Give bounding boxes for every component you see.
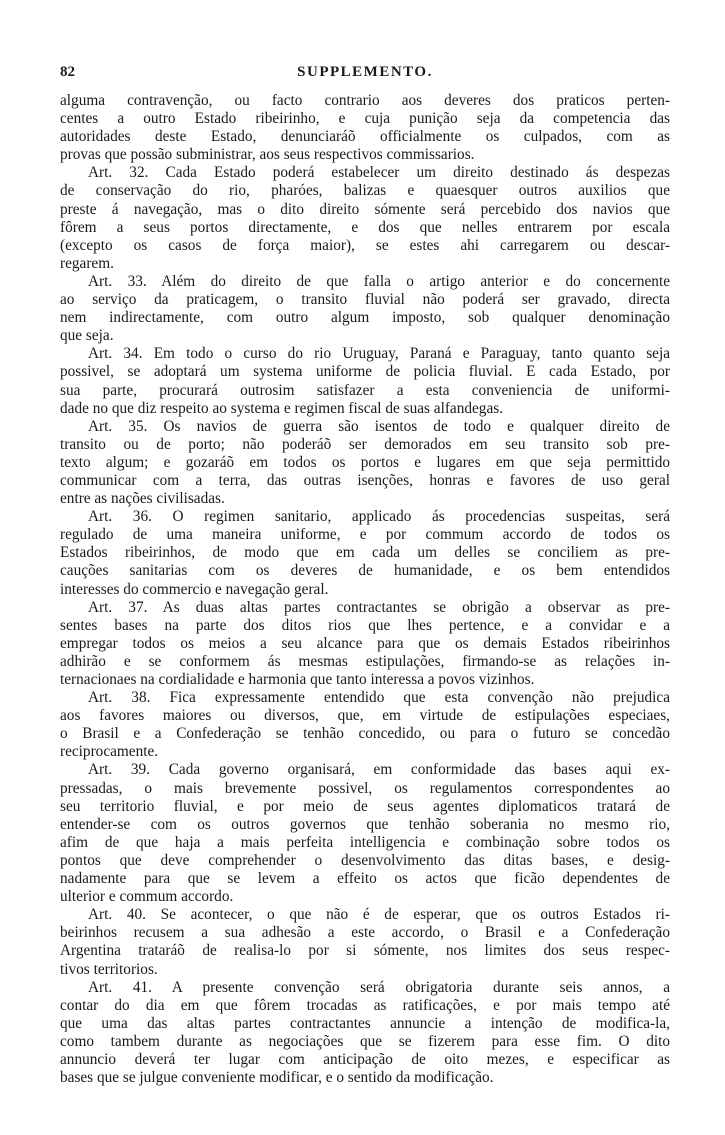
article-paragraph [60,761,670,906]
article-paragraph [60,273,670,345]
text-line: (excepto os casos de força maior), se estes ahi carregarem ou descar- [60,236,670,254]
text-line: seu territorio fluvial, e por meio de seus agentes diplomaticos tratará de [60,797,670,815]
text-line: Art. 41. A presente convenção será obrigatoria durante seis annos, a [88,978,670,996]
text-line: Art. 33. Além do direito de que falla o artigo anterior e do concernente [88,272,670,290]
article-paragraph [60,345,670,417]
text-line: tivos territorios. [60,960,158,978]
text-line: texto algum; e gozaráõ em todos os portos e lugares em que seja permittido [60,453,670,471]
text-line: transito ou de porto; não poderáõ ser demorados em seu transito sob pre- [60,435,670,453]
text-line: nadamente para que se levem a effeito os actos que ficão dependentes de [60,870,670,888]
text-line: entender-se com os outros governos que tenhão soberania no mesmo rio, [60,815,670,833]
page-number: 82 [60,64,75,80]
article-paragraph [60,689,670,761]
text-line: Art. 34. Em todo o curso do rio Uruguay, Paraná e Paraguay, tanto quanto seja [88,345,670,363]
text-line: reciprocamente. [60,743,159,761]
text-line: preste á navegação, mas o dito direito sómente será percebido dos navios que [60,200,670,218]
text-line: fôrem a seus portos directamente, e dos que nelles entrarem por escala [60,218,670,236]
text-line: alguma contravenção, ou facto contrario aos deveres dos praticos perten- [60,92,670,109]
article-paragraph [60,418,670,508]
continued-paragraph [60,92,670,164]
text-line: communicar com a terra, das outras isenções, honras e favores de uso geral [60,471,670,489]
text-line: Argentina trataráõ de realisa-lo por si sómente, nos limites dos seus respec- [60,942,670,960]
text-line: Art. 37. As duas altas partes contractantes se obrigão a observar as pre- [88,598,670,616]
text-line: centes a outro Estado ribeirinho, e cuja punição seja da competencia das [60,110,670,128]
document-body [60,92,670,1087]
text-line: Art. 35. Os navios de guerra são isentos de todo e qualquer direito de [88,417,670,435]
text-line: possivel, se adoptará um systema uniforme de policia fluvial. E cada Estado, por [60,363,670,381]
text-line: dade no que diz respeito ao systema e regimen fiscal de suas alfandegas. [60,399,504,417]
text-line: interesses do commercio e navegação geral. [60,580,329,598]
text-line: como tambem durante as negociações que se fizerem para esse fim. O dito [60,1032,670,1050]
text-line: autoridades deste Estado, denunciaráõ officialmente os culpados, com as [60,128,670,146]
text-line: nem indirectamente, com outro algum imposto, sob qualquer denominação [60,309,670,327]
text-line: aos favores maiores ou diversos, que, em virtude de estipulações especiaes, [60,707,670,725]
article-paragraph [60,164,670,273]
text-line: o Brasil e a Confederação se tenhão concedido, ou para o futuro se concedão [60,725,670,743]
text-line: pontos que deve comprehender o desenvolvimento das ditas bases, e desig- [60,851,670,869]
text-line: Art. 40. Se acontecer, o que não é de esperar, que os outros Estados ri- [88,906,670,924]
text-line: regulado de uma maneira uniforme, e por commum accordo de todos os [60,526,670,544]
text-line: ulterior e commum accordo. [60,888,234,906]
text-line: que uma das altas partes contractantes annuncie a intenção de modifica-la, [60,1014,670,1032]
text-line: Art. 36. O regimen sanitario, applicado ás procedencias suspeitas, será [88,508,670,526]
text-line: Art. 39. Cada governo organisará, em conformidade das bases aqui ex- [88,761,670,779]
text-line: sua parte, procurará outrosim satisfazer a esta conveniencia de uniformi- [60,381,670,399]
text-line: que seja. [60,327,114,345]
text-line: ao serviço da praticagem, o transito fluvial não poderá ser gravado, directa [60,291,670,309]
text-line: contar do dia em que fôrem trocadas as ratificações, e por mais tempo até [60,996,670,1014]
text-line: entre as nações civilisadas. [60,490,225,508]
text-line: bases que se julgue conveniente modificar, e o sentido da modificação. [60,1069,494,1087]
article-paragraph [60,979,670,1088]
text-line: empregar todos os meios a seu alcance para que os demais Estados ribeirinhos [60,634,670,652]
text-line: cauções sanitarias com os deveres de humanidade, e os bem entendidos [60,562,670,580]
text-line: Art. 38. Fica expressamente entendido que esta convenção não prejudica [88,689,670,707]
text-line: regarem. [60,254,114,272]
running-title: SUPPLEMENTO. [297,64,433,80]
text-line: Art. 32. Cada Estado poderá estabelecer um direito destinado ás despezas [88,164,670,182]
text-line: adhirão e se conformem ás mesmas estipulações, firmando-se as relações in- [60,652,670,670]
text-line: pressadas, o mais brevemente possivel, os regulamentos correspondentes ao [60,779,670,797]
text-line: sentes bases na parte dos ditos rios que lhes pertence, e a convidar e a [60,616,670,634]
text-line: provas que possão subministrar, aos seus respectivos commissarios. [60,146,475,164]
text-line: beirinhos recusem a sua adhesão a este accordo, o Brasil e a Confederação [60,924,670,942]
text-line: Estados ribeirinhos, de modo que em cada um delles se conciliem as pre- [60,544,670,562]
article-paragraph [60,906,670,978]
text-line: afim de que haja a mais perfeita intelligencia e combinação sobre todos os [60,833,670,851]
running-header [60,64,670,90]
document-page [60,64,670,1087]
text-line: de conservação do rio, pharóes, balizas e quaesquer outros auxilios que [60,182,670,200]
article-paragraph [60,599,670,689]
text-line: annuncio deverá ter lugar com anticipação de oito mezes, e especificar as [60,1050,670,1068]
text-line: ternacionaes na cordialidade e harmonia que tanto interessa a povos vizinhos. [60,671,535,688]
article-paragraph [60,508,670,598]
